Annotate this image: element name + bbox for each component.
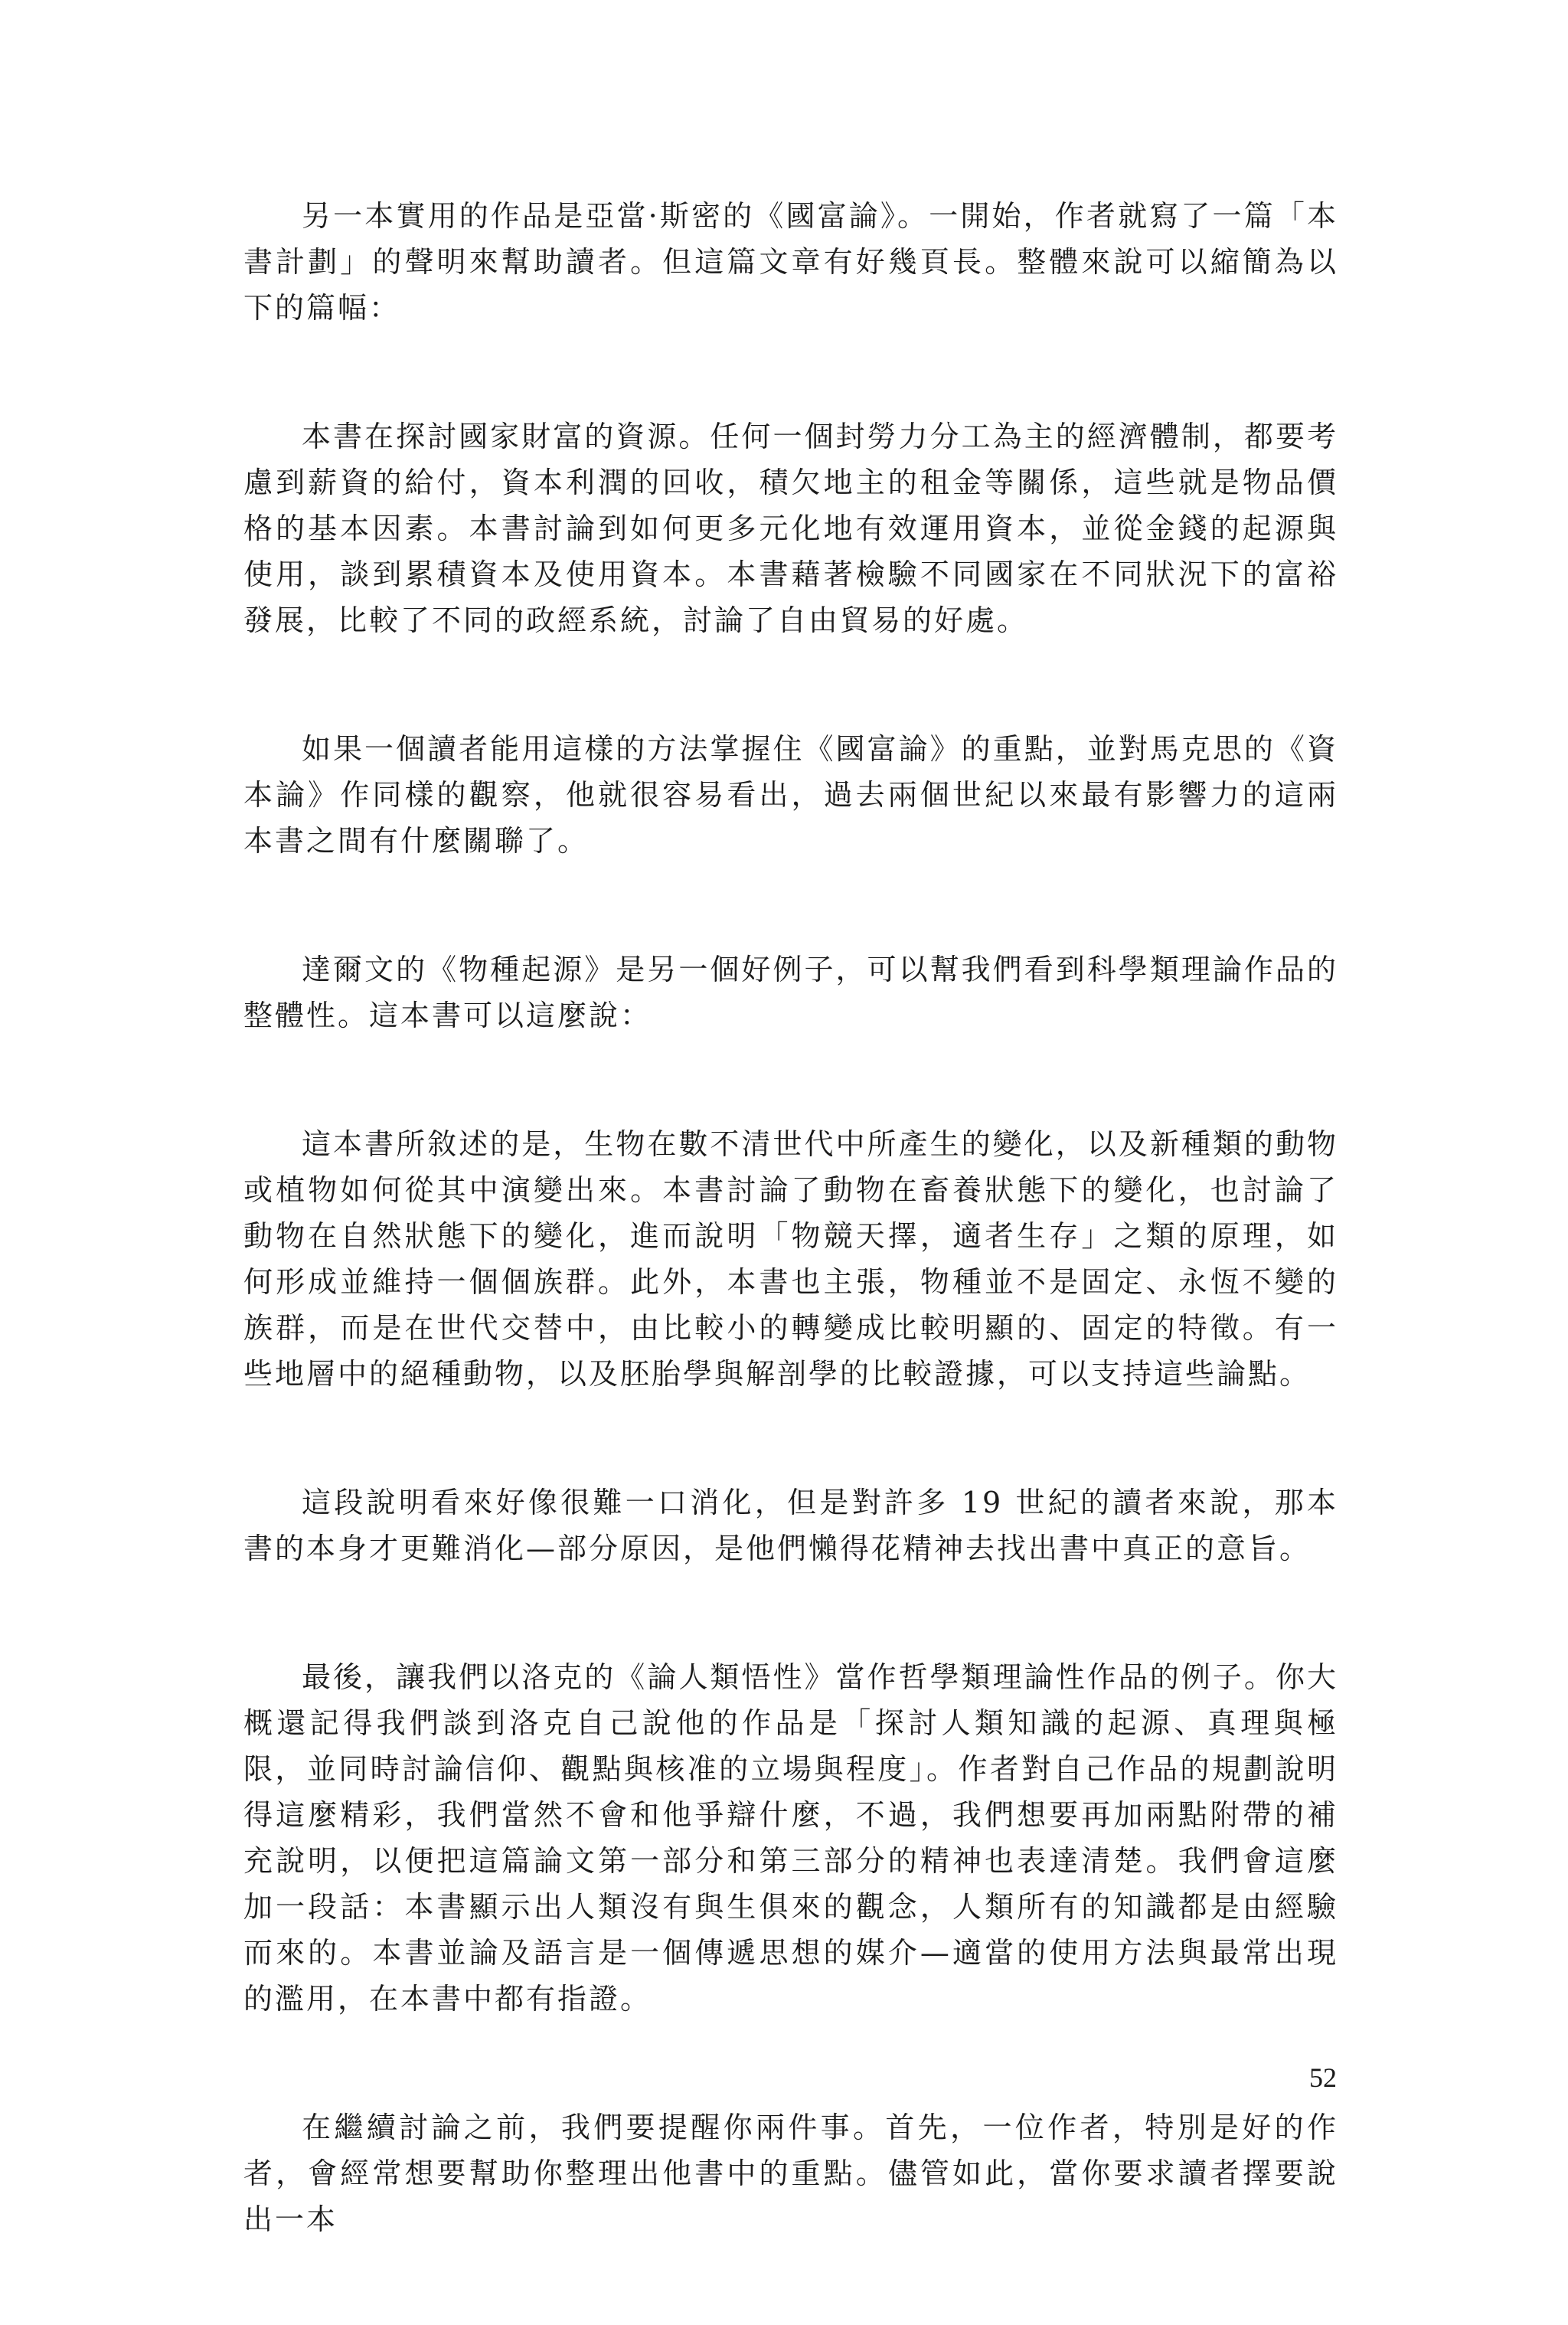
paragraph: 在繼續討論之前，我們要提醒你兩件事。首先，一位作者，特別是好的作者，會經常想要幫助你整理出他書中的重點。儘管如此，當你要求讀者擇要說出一本 — [243, 2111, 1338, 2236]
paragraph: 這段說明看來好像很難一口消化，但是對許多 19 世紀的讀者來說，那本書的本身才更難消化—部分原因，是他們懶得花精神去找出書中真正的意旨。 — [243, 1486, 1338, 1565]
paragraph: 這本書所敘述的是，生物在數不清世代中所產生的變化，以及新種類的動物或植物如何從其中演變出來。本書討論了動物在畜養狀態下的變化，也討論了動物在自然狀態下的變化，進而說明「物競天擇，適者生存」之類的原理，如何形成並維持一個個族群。此外，本書也主張，物種並不是固定、永恆不變的族群，而是在世代交替中，由比較小的轉變成比較明顯的、固定的特徵。有一些地層中的絕種動物，以及胚胎學與解剖學的比較證據，可以支持這些論點。 — [243, 1127, 1338, 1391]
paragraph: 本書在探討國家財富的資源。任何一個封勞力分工為主的經濟體制，都要考慮到薪資的給付，資本利潤的回收，積欠地主的租金等關係，這些就是物品價格的基本因素。本書討論到如何更多元化地有效運用資本，並從金錢的起源與使用，談到累積資本及使用資本。本書藉著檢驗不同國家在不同狀況下的富裕發展，比較了不同的政經系統，討論了自由貿易的好處。 — [243, 420, 1338, 637]
page-number: 52 — [1309, 2062, 1337, 2093]
document-body — [243, 193, 1338, 2325]
paragraph: 最後，讓我們以洛克的《論人類悟性》當作哲學類理論性作品的例子。你大概還記得我們談到洛克自己說他的作品是「探討人類知識的起源、真理與極限，並同時討論信仰、觀點與核准的立場與程度」。作者對自己作品的規劃說明得這麼精彩，我們當然不會和他爭辯什麼，不過，我們想要再加兩點附帶的補充說明，以便把這篇論文第一部分和第三部分的精神也表達清楚。我們會這麼加一段話：本書顯示出人類沒有與生俱來的觀念，人類所有的知識都是由經驗而來的。本書並論及語言是一個傳遞思想的媒介—適當的使用方法與最常出現的濫用，在本書中都有指證。 — [243, 1660, 1338, 2016]
paragraph: 如果一個讀者能用這樣的方法掌握住《國富論》的重點，並對馬克思的《資本論》作同樣的觀察，他就很容易看出，過去兩個世紀以來最有影響力的這兩本書之間有什麼關聯了。 — [243, 732, 1338, 858]
paragraph: 另一本實用的作品是亞當·斯密的《國富論》。一開始，作者就寫了一篇「本書計劃」的聲明來幫助讀者。但這篇文章有好幾頁長。整體來說可以縮簡為以下的篇幅： — [243, 199, 1338, 325]
paragraph: 達爾文的《物種起源》是另一個好例子，可以幫我們看到科學類理論作品的整體性。這本書可以這麼說： — [243, 953, 1338, 1032]
